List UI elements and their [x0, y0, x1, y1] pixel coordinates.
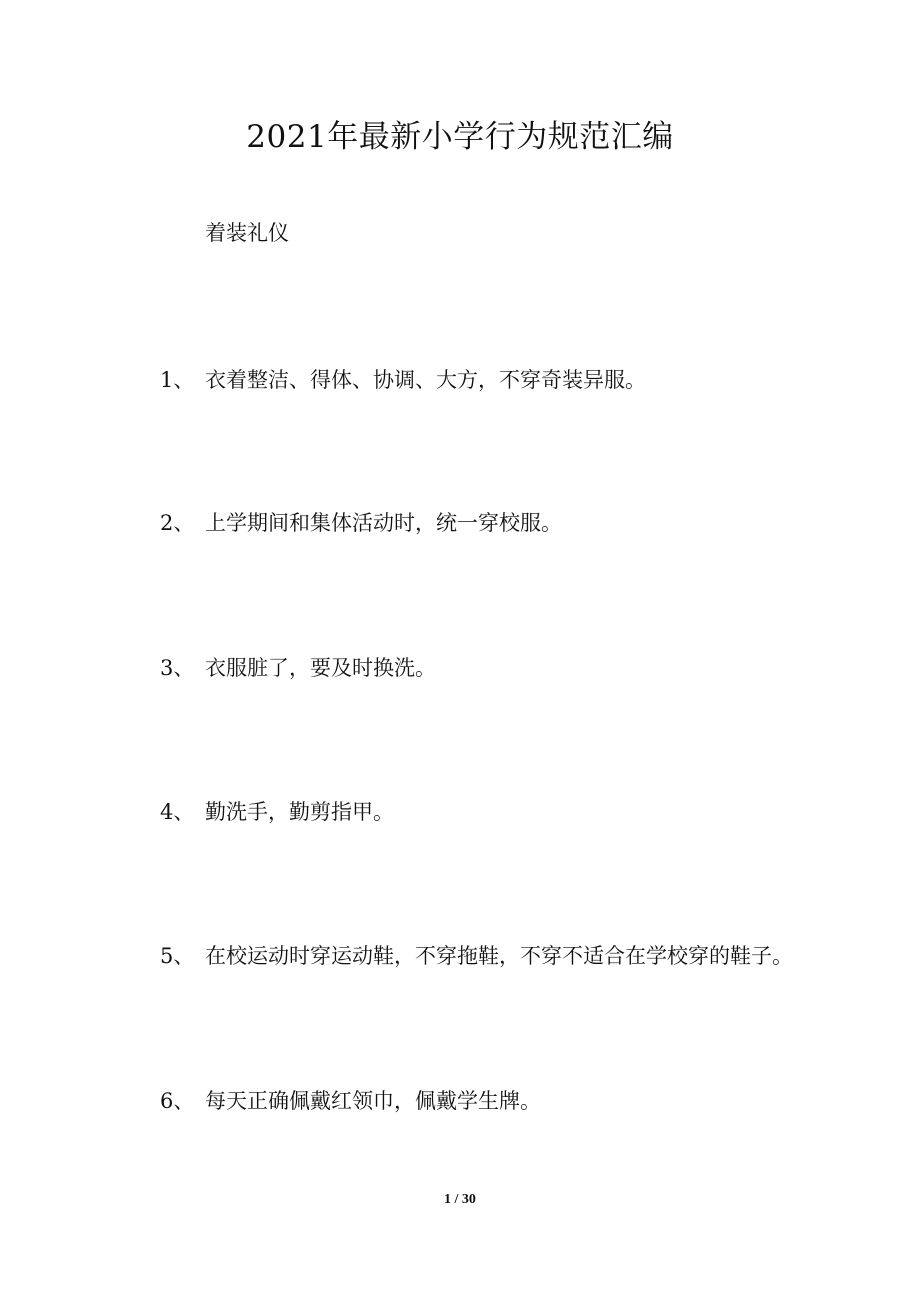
rule-number: 2、 — [160, 511, 195, 535]
rule-number: 6、 — [160, 1089, 195, 1113]
rule-item — [0, 941, 920, 971]
document-title: 2021年最新小学行为规范汇编 — [246, 119, 674, 155]
rule-text: 衣服脏了，要及时换洗。 — [205, 656, 436, 680]
rule-number: 3、 — [160, 656, 195, 680]
rule-number: 4、 — [160, 800, 195, 824]
rule-item — [0, 365, 920, 395]
rule-text: 在校运动时穿运动鞋，不穿拖鞋，不穿不适合在学校穿的鞋子。 — [205, 944, 793, 968]
rule-text: 每天正确佩戴红领巾，佩戴学生牌。 — [205, 1089, 541, 1113]
page-indicator: 1 / 30 — [444, 1192, 476, 1207]
rule-item — [0, 653, 920, 683]
rule-text: 上学期间和集体活动时，统一穿校服。 — [205, 511, 562, 535]
rule-item — [0, 797, 920, 827]
section-heading: 着装礼仪 — [205, 221, 289, 245]
rule-text: 衣着整洁、得体、协调、大方，不穿奇装异服。 — [205, 368, 646, 392]
rule-item — [0, 1086, 920, 1116]
rule-number: 5、 — [160, 944, 195, 968]
rule-number: 1、 — [160, 368, 195, 392]
rule-item — [0, 508, 920, 538]
rule-text: 勤洗手，勤剪指甲。 — [205, 800, 394, 824]
